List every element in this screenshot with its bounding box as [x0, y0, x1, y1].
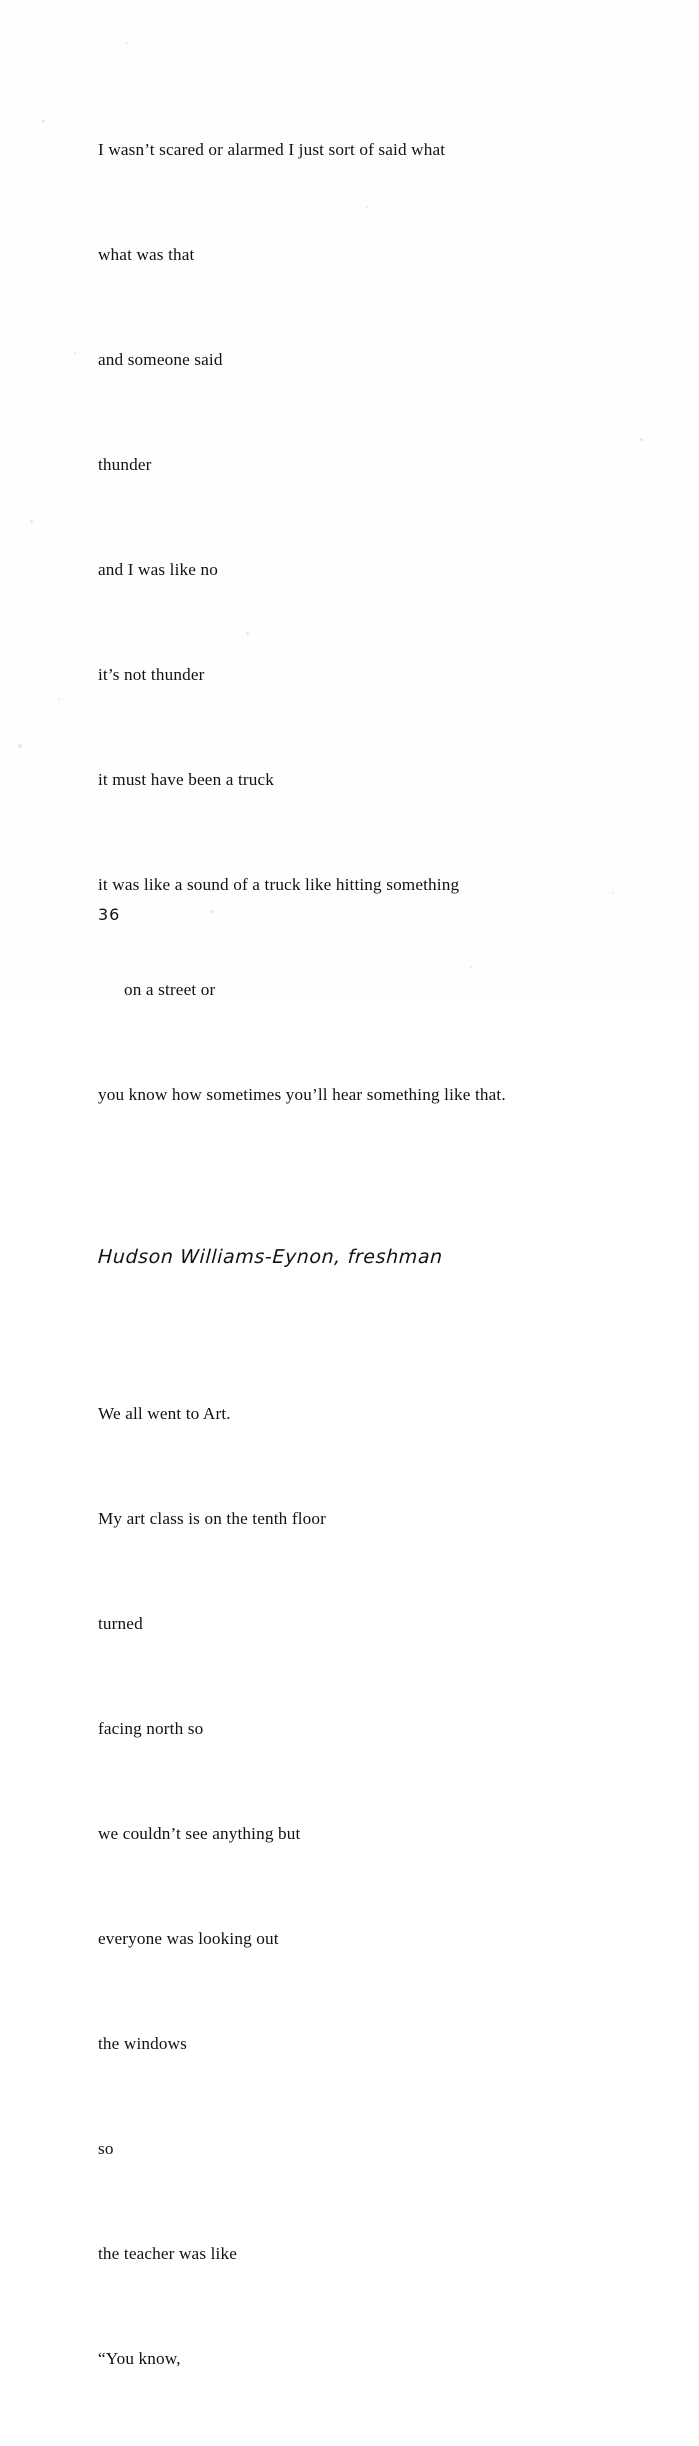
poem-line: We all went to Art.: [98, 1404, 231, 1423]
poem-line: the teacher was like: [98, 2244, 237, 2263]
paper-speck: [74, 352, 76, 354]
stanza-one: [98, 62, 618, 1182]
poem-line: My art class is on the tenth floor: [98, 1509, 327, 1528]
poem-line: we couldn’t see anything but: [98, 1824, 301, 1843]
paper-speck: [58, 698, 60, 700]
poem-line: facing north so: [98, 1719, 204, 1738]
poem-body: [98, 62, 618, 2446]
author-byline: Hudson Williams-Eynon, freshman: [97, 1246, 444, 1268]
poem-line: and someone said: [98, 350, 223, 369]
poem-line: on a street or: [124, 980, 216, 999]
paper-speck: [126, 42, 128, 44]
poem-line: what was that: [98, 245, 195, 264]
poem-line: everyone was looking out: [98, 1929, 279, 1948]
poem-line: so: [98, 2139, 114, 2158]
poem-line: and I was like no: [98, 560, 218, 579]
poem-line: the windows: [98, 2034, 188, 2053]
poem-line: you know how sometimes you’ll hear something like that.: [98, 1085, 506, 1104]
poem-line: it must have been a truck: [98, 770, 275, 789]
page-number: 36: [98, 905, 121, 924]
stanza-two: [98, 1326, 618, 2446]
paper-speck: [18, 744, 22, 748]
paper-speck: [30, 520, 33, 523]
poem-line: it was like a sound of a truck like hitting something: [98, 875, 460, 894]
poem-line: turned: [98, 1614, 143, 1633]
poem-line: I wasn’t scared or alarmed I just sort of said what: [98, 140, 446, 159]
poem-line: “You know,: [98, 2349, 181, 2368]
paper-speck: [640, 438, 643, 441]
poem-line: thunder: [98, 455, 152, 474]
paper-speck: [42, 120, 45, 123]
poem-line: it’s not thunder: [98, 665, 205, 684]
